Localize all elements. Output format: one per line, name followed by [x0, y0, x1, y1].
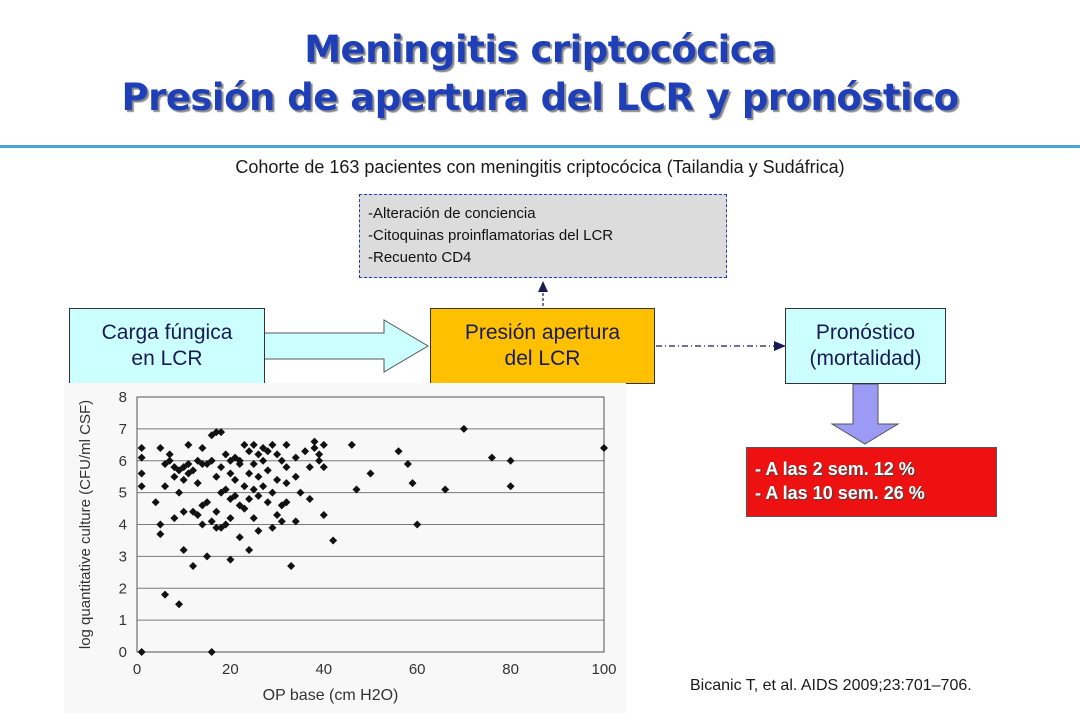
data-point [226, 470, 234, 478]
data-point [292, 473, 300, 481]
data-point [507, 482, 515, 490]
mortality-box [746, 447, 997, 517]
slide-title-line2: Presión de apertura del LCR y pronóstico [121, 76, 959, 119]
data-point [245, 470, 253, 478]
data-point [259, 457, 267, 465]
data-point [287, 562, 295, 570]
data-point [348, 441, 356, 449]
data-point [138, 444, 146, 452]
x-tick-label: 20 [222, 661, 239, 678]
data-point [138, 648, 146, 656]
data-point [320, 511, 328, 519]
y-tick-label: 8 [118, 389, 127, 406]
x-tick-label: 60 [408, 661, 426, 678]
data-point [282, 463, 290, 471]
data-point [180, 476, 188, 484]
data-point [264, 498, 272, 506]
data-point [315, 457, 323, 465]
data-point [231, 476, 239, 484]
y-tick-label: 0 [118, 644, 127, 661]
data-point [329, 536, 337, 544]
data-point [259, 482, 267, 490]
data-point [161, 591, 169, 599]
data-point [212, 473, 220, 481]
data-point [413, 521, 421, 529]
data-point [254, 473, 262, 481]
y-axis-label: log quantitative culture (CFU/ml CSF) [77, 399, 94, 650]
data-point [175, 600, 183, 608]
prognosis-line1: Pronóstico [815, 321, 916, 344]
data-point [273, 450, 281, 458]
data-point [152, 498, 160, 506]
data-point [245, 447, 253, 455]
data-point [254, 450, 262, 458]
data-point [306, 463, 314, 471]
data-point [409, 479, 417, 487]
x-tick-label: 40 [315, 661, 333, 678]
data-point [161, 482, 169, 490]
data-point [184, 441, 192, 449]
x-tick-labels [133, 661, 617, 678]
data-point [208, 648, 216, 656]
data-point [310, 444, 318, 452]
fungal-load-line2: en LCR [131, 347, 203, 370]
data-point [156, 530, 164, 538]
data-point [282, 479, 290, 487]
slide-title-line1: Meningitis criptocócica [304, 28, 776, 71]
data-point [320, 441, 328, 449]
y-tick-label: 5 [118, 484, 127, 502]
cohort-subtitle: Cohorte de 163 pacientes con meningitis criptocócica (Tailandia y Sudáfrica) [235, 157, 845, 177]
data-point [198, 444, 206, 452]
data-point [180, 546, 188, 554]
mortality-item: - A las 2 sem. 12 % [755, 459, 915, 479]
factor-item: -Alteración de conciencia [368, 205, 536, 222]
data-point [600, 444, 608, 452]
dashed-up-arrow-head [538, 281, 548, 292]
data-point [367, 470, 375, 478]
opening-pressure-line2: del LCR [504, 347, 581, 370]
y-tick-label: 2 [118, 580, 127, 598]
data-point [460, 425, 468, 433]
data-point [278, 457, 286, 465]
data-point [240, 441, 248, 449]
data-point [250, 514, 258, 522]
x-axis-label: OP base (cm H2O) [262, 687, 399, 704]
fungal-load-box [69, 308, 265, 384]
scatter-chart [64, 383, 626, 713]
data-point [180, 508, 188, 516]
x-tick-label: 0 [132, 661, 142, 678]
fungal-load-line1: Carga fúngica [101, 321, 233, 344]
y-tick-label: 1 [118, 612, 127, 630]
data-point [296, 489, 304, 497]
y-tick-label: 7 [118, 420, 127, 438]
data-point [212, 508, 220, 516]
data-point [282, 441, 290, 449]
y-tick-labels [119, 389, 127, 661]
data-point [507, 457, 515, 465]
data-point [203, 552, 211, 560]
data-point [395, 447, 403, 455]
data-point [245, 495, 253, 503]
data-point [198, 521, 206, 529]
block-arrow-carga-to-presion [264, 320, 428, 372]
data-point [240, 482, 248, 490]
data-point [194, 479, 202, 487]
mortality-item: - A las 10 sem. 26 % [755, 483, 925, 503]
factor-item: -Citoquinas proinflamatorias del LCR [368, 227, 614, 244]
data-point [156, 444, 164, 452]
data-point [156, 521, 164, 529]
data-point [301, 447, 309, 455]
y-tick-label: 3 [118, 548, 127, 566]
factor-item: -Recuento CD4 [368, 249, 472, 266]
scatter-chart-panel [64, 383, 626, 713]
data-point [250, 441, 258, 449]
data-point [254, 527, 262, 535]
data-point [175, 489, 183, 497]
data-point [138, 470, 146, 478]
opening-pressure-line1: Presión apertura [464, 321, 621, 344]
data-point [306, 495, 314, 503]
data-point [222, 450, 230, 458]
data-point [189, 562, 197, 570]
y-tick-label: 4 [118, 516, 127, 534]
data-point [268, 441, 276, 449]
prognosis-line2: (mortalidad) [809, 347, 922, 370]
block-arrow-down-to-mortality [832, 384, 898, 444]
prognosis-box [785, 308, 946, 384]
x-tick-label: 100 [591, 661, 617, 678]
data-point [264, 466, 272, 474]
opening-pressure-box [430, 308, 655, 384]
data-point [273, 511, 281, 519]
data-point [217, 463, 225, 471]
data-point [138, 482, 146, 490]
data-point [245, 546, 253, 554]
data-point [170, 473, 178, 481]
data-point [226, 514, 234, 522]
x-tick-label: 80 [502, 661, 519, 678]
data-point [236, 533, 244, 541]
chart-grid [137, 397, 604, 652]
data-point [170, 514, 178, 522]
y-tick-label: 6 [118, 452, 127, 470]
data-points [138, 425, 608, 656]
data-point [320, 463, 328, 471]
data-point [268, 489, 276, 497]
citation-reference: Bicanic T, et al. AIDS 2009;23:701–706. [690, 677, 972, 694]
data-point [273, 476, 281, 484]
